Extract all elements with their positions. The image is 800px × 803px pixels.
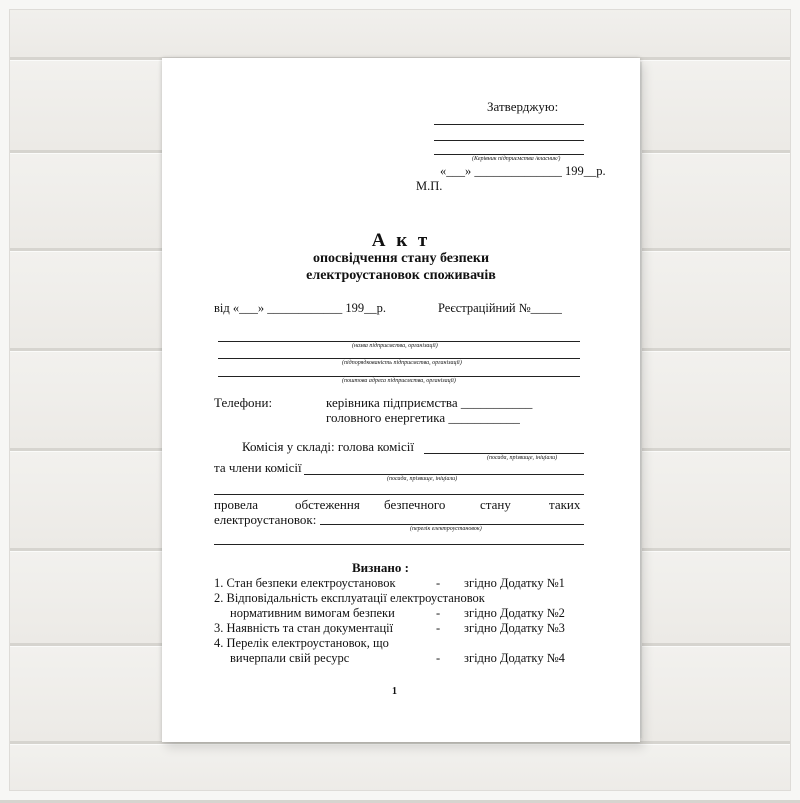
wood-plank: [0, 744, 800, 803]
phones-label: Телефони:: [214, 395, 273, 410]
list-caption: (перелік електроустановок): [410, 526, 482, 532]
commission-head-line: [424, 453, 584, 454]
found-dash-3: -: [436, 621, 441, 635]
energy-phone: головного енергетика ___________: [326, 410, 520, 425]
found-item-2: 2. Відповідальність експлуатації електроустановок: [214, 591, 485, 605]
commission-members-line: [304, 474, 584, 475]
dept-caption: (підпорядкованість підприємства, організації): [342, 360, 462, 366]
wood-plank: [0, 0, 800, 60]
signature-line: [434, 124, 584, 125]
found-appendix-4: згідно Додатку №4: [464, 651, 565, 665]
members-pos-caption: (посада, прізвище, ініціали): [387, 476, 458, 482]
commission-head-label: Комісія у складі: голова комісії: [242, 439, 414, 454]
found-appendix-3: згідно Додатку №3: [464, 621, 565, 635]
dept-line: [218, 358, 580, 359]
org-name-caption: (назва підприємства, організації): [352, 343, 438, 349]
act-date: від «___» ____________ 199__р.: [214, 301, 386, 315]
address-caption: (поштова адреса підприємства, організації): [342, 378, 456, 384]
document-title: А к т: [371, 230, 431, 251]
inspection-word-4: стану: [480, 497, 511, 512]
approval-label: Затверджую:: [487, 99, 559, 114]
found-heading: Визнано :: [352, 560, 409, 575]
signature-line: [434, 140, 584, 141]
found-item-3: 3. Наявність та стан документації: [214, 621, 394, 635]
found-dash-1: -: [436, 576, 441, 590]
installations-extra-line: [214, 544, 584, 545]
head-phone: керівника підприємства ___________: [326, 395, 533, 410]
found-item-4: 4. Перелік електроустановок, що: [214, 636, 389, 650]
signer-caption: (Керівник підприємства /власник/): [472, 156, 561, 162]
title-line-2: електроустановок споживачів: [306, 268, 496, 283]
found-item-2-cont: нормативним вимогам безпеки: [230, 606, 395, 620]
found-dash-4: -: [436, 651, 441, 665]
stamp-label: М.П.: [416, 179, 443, 193]
registration-number: Реєстраційний №_____: [438, 301, 562, 315]
inspection-word-1: провела: [214, 497, 259, 512]
members-extra-line: [214, 494, 584, 495]
title-line-1: опосвідчення стану безпеки: [312, 251, 490, 266]
found-appendix-2: згідно Додатку №2: [464, 606, 565, 620]
found-appendix-1: згідно Додатку №1: [464, 576, 565, 590]
signature-line: [434, 154, 584, 155]
commission-members-label: та члени комісії: [214, 460, 302, 475]
approval-date: «___» ______________ 199__р.: [440, 164, 606, 178]
inspection-word-3: безпечного: [384, 497, 446, 512]
found-item-4-cont: вичерпали свій ресурс: [230, 651, 350, 665]
inspection-word-2: обстеження: [295, 497, 360, 512]
found-dash-2: -: [436, 606, 441, 620]
address-line: [218, 376, 580, 377]
inspection-word-5: таких: [549, 497, 581, 512]
document-page: [162, 58, 640, 742]
page-number: 1: [392, 686, 397, 697]
inspection-line-2: електроустановок:: [214, 512, 317, 527]
found-item-1: 1. Стан безпеки електроустановок: [214, 576, 396, 590]
head-pos-caption: (посада, прізвище, ініціали): [487, 455, 558, 461]
installations-line: [320, 524, 584, 525]
org-name-line: [218, 341, 580, 342]
